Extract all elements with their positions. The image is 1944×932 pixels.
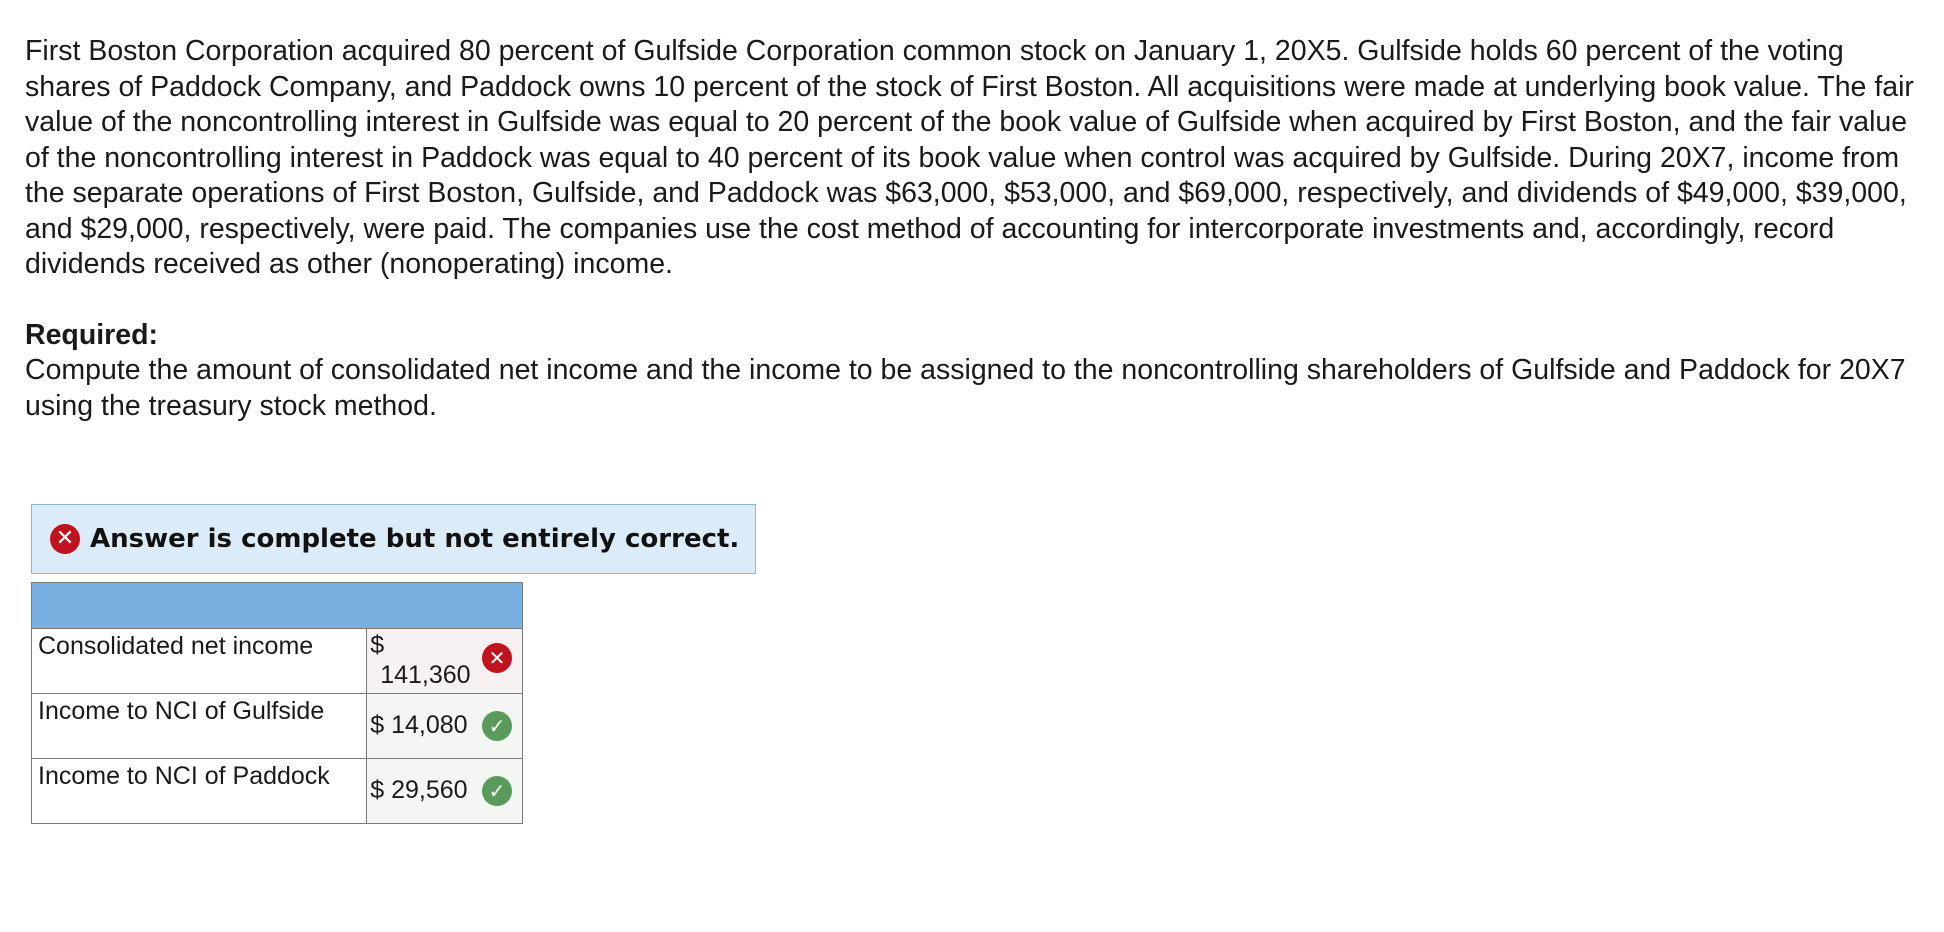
- consolidated-net-income-value: 141,360: [380, 661, 471, 689]
- required-heading: Required:: [25, 318, 159, 351]
- nci-gulfside-field[interactable]: [367, 694, 523, 759]
- row-label-nci-gulfside: Income to NCI of Gulfside: [32, 694, 367, 759]
- nci-gulfside-value: 14,080: [391, 711, 468, 739]
- consolidated-net-income-field[interactable]: [367, 629, 523, 694]
- nci-gulfside-amount: [370, 710, 467, 740]
- currency-symbol: $: [370, 776, 385, 804]
- answer-table-header-cell: [32, 583, 523, 629]
- currency-symbol: $: [370, 711, 385, 739]
- currency-symbol: $: [370, 631, 385, 659]
- required-text: Compute the amount of consolidated net income and the income to be assigned to the noncontrolling shareholders of Gulfside and Paddock for 20X7 using the treasury stock method.: [25, 354, 1906, 422]
- problem-text: First Boston Corporation acquired 80 percent of Gulfside Corporation common stock on January 1, 20X5. Gulfside holds 60 percent of the voting shares of Paddock Company, and Paddock owns 10 percent of the stock of First Boston. All acquisitions were made at underlying book value. The fair value of the noncontrolling interest in Gulfside was equal to 20 percent of the book value of Gulfside when acquired by First Boston, and the fair value of the noncontrolling interest in Paddock was equal to 40 percent of its book value when control was acquired by Gulfside. During 20X7, income from the separate operations of First Boston, Gulfside, and Paddock was $63,000, $53,000, and $69,000, respectively, and dividends of $49,000, $39,000, and $29,000, respectively, were paid. The companies use the cost method of accounting for intercorporate investments and, accordingly, record dividends received as other (nonoperating) income.: [25, 35, 1914, 280]
- question-content: [25, 34, 1925, 424]
- answer-table-header: [32, 583, 523, 629]
- correct-check-icon: ✓: [482, 711, 512, 741]
- row-label-consolidated-net-income: Consolidated net income: [32, 629, 367, 694]
- answer-table: [31, 582, 523, 824]
- nci-paddock-value: 29,560: [391, 776, 468, 804]
- table-row: [32, 629, 523, 694]
- row-label-nci-paddock: Income to NCI of Paddock: [32, 759, 367, 824]
- correct-check-icon: ✓: [482, 776, 512, 806]
- x-circle-icon: ✕: [50, 524, 80, 554]
- table-row: [32, 759, 523, 824]
- nci-paddock-amount: [370, 775, 467, 805]
- table-row: [32, 694, 523, 759]
- incorrect-x-icon: ✕: [482, 643, 512, 673]
- feedback-message: Answer is complete but not entirely correct.: [90, 524, 740, 554]
- nci-paddock-field[interactable]: [367, 759, 523, 824]
- feedback-banner: [31, 504, 756, 574]
